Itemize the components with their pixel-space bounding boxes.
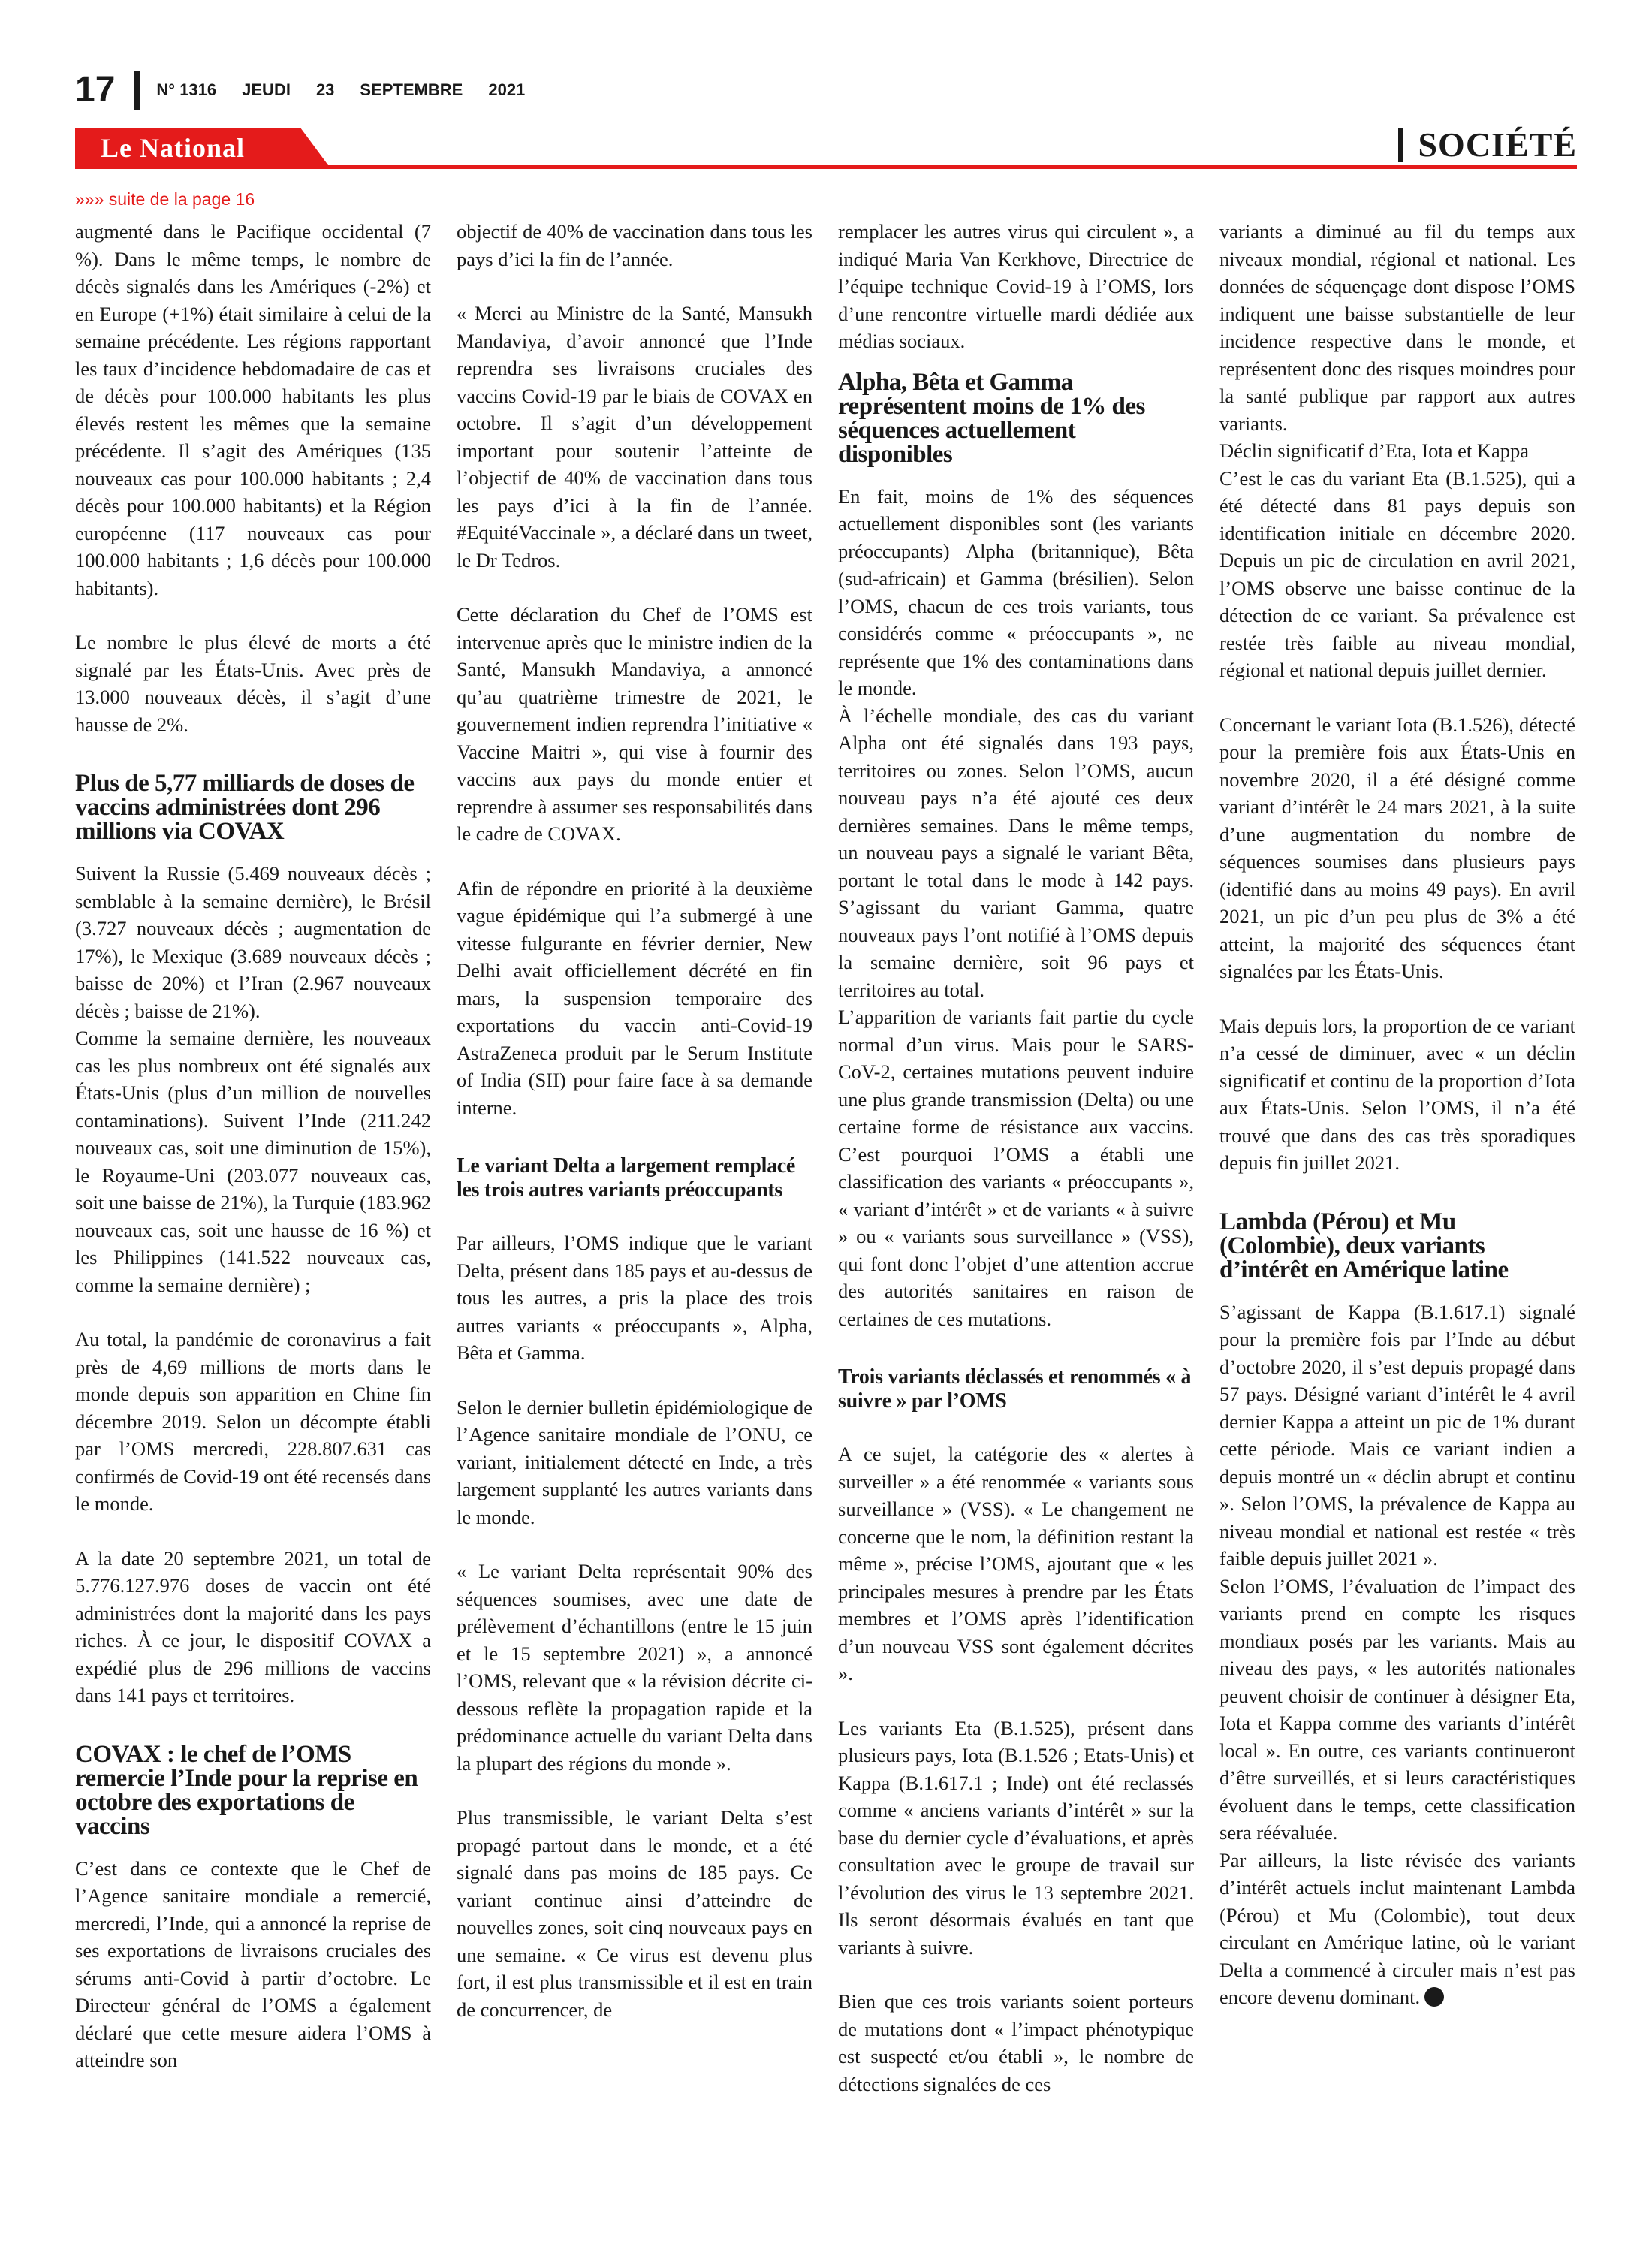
paragraph: Le nombre le plus élevé de morts a été signalé par les États-Unis. Avec près de 13.000 nouveaux décès, il s’agit d’une hausse de 2%. <box>75 631 431 736</box>
section-separator <box>1398 128 1403 162</box>
paragraph: Les variants Eta (B.1.525), présent dans plusieurs pays, Iota (B.1.526 ; Etats-Unis) et Kappa (B.1.617.1 ; Inde) ont été reclassés comme « anciens variants d’intérêt » sur la base du dernier cycle d’évaluations, et après consultation avec le groupe de travail sur l’évolution des virus le 13 septembre 2021. Ils seront désormais évalués en tant que variants à suivre. <box>838 1716 1194 1959</box>
issue-line <box>156 80 550 100</box>
section-title: SOCIÉTÉ <box>1418 125 1577 164</box>
paragraph: Selon le dernier bulletin épidémiologique de l’Agence sanitaire mondiale de l’ONU, ce variant, initialement détecté en Inde, a très largement supplanté les autres variants dans le monde. <box>457 1395 812 1528</box>
paragraph: Mais depuis lors, la proportion de ce variant n’a cessé de diminuer, avec « un déclin significatif et continu de la proportion d’Iota aux États-Unis. Selon l’OMS, il n’a été trouvé que dans des cas très sporadiques depuis fin juillet 2021. <box>1219 1014 1575 1174</box>
paragraph: Afin de répondre en priorité à la deuxième vague épidémique qui l’a submergé à une vitesse fulgurante en février dernier, New Delhi avait officiellement décrété en fin mars, la suspension temporaire des exportations du vaccin anti-Covid-19 AstraZeneca produit par le Serum Institute of India (SII) pour faire face à sa demande interne. <box>457 876 812 1119</box>
paragraph: A la date 20 septembre 2021, un total de 5.776.127.976 doses de vaccin ont été administrées dont la majorité dans les pays riches. À ce jour, le dispositif COVAX a expédié plus de 296 millions de vaccins dans 141 pays et territoires. <box>75 1546 431 1706</box>
article-subheading: Plus de 5,77 milliards de doses de vaccins administrées dont 296 millions via COVAX <box>75 770 415 845</box>
paragraph: C’est dans ce contexte que le Chef de l’Agence sanitaire mondiale a remercié, mercredi, l’Inde, qui a annoncé la reprise de ses exportations de livraisons cruciales des sérums anti-Covid à partir d’octobre. Le Directeur général de l’OMS a également déclaré que cette mesure aidera l’OMS à atteindre son <box>75 1856 431 2071</box>
paragraph: C’est le cas du variant Eta (B.1.525), qui a été détecté dans 81 pays depuis son identification initiale en décembre 2020. Depuis un pic de circulation en avril 2021, l’OMS observe une baisse continue de la détection de ce variant. Sa prévalence est restée très faible au niveau mondial, régional et national depuis juillet dernier. <box>1219 466 1575 681</box>
paragraph: Comme la semaine dernière, les nouveaux cas les plus nombreux ont été signalés aux États-Unis (plus d’un million de nouvelles contaminations). Suivent l’Inde (211.242 nouveaux cas, soit une diminution de 15%), le Royaume-Uni (203.077 nouveaux cas, soit une baisse de 21%), la Turquie (183.962 nouveaux cas, soit une hausse de 16 %) et les Philippines (141.522 nouveaux cas, comme la semaine dernière) ; <box>75 1027 431 1296</box>
issue-date-day: 23 <box>315 80 335 99</box>
article-column-1 <box>75 218 431 2230</box>
article-subheading: Trois variants déclassés et renommés « à suivre » par l’OMS <box>838 1365 1192 1413</box>
paragraph: « Le variant Delta représentait 90% des séquences soumises, avec une date de prélèvement d’échantillons (entre le 15 juin et le 15 septembre 2021) », a annoncé l’OMS, relevant que « la révision décrite ci-dessous reflète la propagation rapide et la prédominance actuelle du variant Delta dans la plupart des régions du monde ». <box>457 1560 812 1775</box>
article-subheading: Le variant Delta a largement remplacé les trois autres variants préoccupants <box>457 1154 796 1202</box>
article-subheading: Lambda (Pérou) et Mu (Colombie), deux variants d’intérêt en Amérique latine <box>1219 1208 1509 1283</box>
paragraph: objectif de 40% de vaccination dans tous les pays d’ici la fin de l’année. <box>457 220 812 270</box>
paragraph: Cette déclaration du Chef de l’OMS est intervenue après que le ministre indien de la Santé, Mansukh Mandaviya, a annoncé qu’au quatrième trimestre de 2021, le gouvernement indien reprendra l’initiative « Vaccine Maitri », qui vise à fournir des vaccins aux pays du monde entier et reprendre à assumer ses responsabilités dans le cadre de COVAX. <box>457 603 812 845</box>
paragraph: En fait, moins de 1% des séquences actuellement disponibles sont (les variants préoccupants) Alpha (britannique), Bêta (sud-africain) et Gamma (brésilien). Selon l’OMS, chacun de ces trois variants, tous considérés comme « préoccupants », ne représente que 1% des contaminations dans le monde. <box>838 484 1194 699</box>
paragraph: Bien que ces trois variants soient porteurs de mutations dont « l’impact phénotypique est suspecté et/ou établi », le nombre de détections signalées de ces <box>838 1990 1194 2095</box>
article-column-3 <box>838 218 1194 2230</box>
page-header <box>75 69 550 111</box>
paragraph: remplacer les autres virus qui circulent », a indiqué Maria Van Kerkhove, Directrice de l’équipe technique Covid-19 à l’OMS, lors d’une rencontre virtuelle mardi dédiée aux médias sociaux. <box>838 220 1194 352</box>
paragraph: Selon l’OMS, l’évaluation de l’impact des variants prend en compte les risques mondiaux posés par les variants. Mais au niveau des pays, « les autorités nationales peuvent choisir de continuer à désigner Eta, Iota et Kappa comme des variants d’intérêt local ». En outre, ces variants continueront d’être surveillés, et si leurs caractéristiques évoluent dans le temps, cette classification sera réévaluée. <box>1219 1574 1575 1844</box>
paragraph: augmenté dans le Pacifique occidental (7 %). Dans le même temps, le nombre de décès signalés dans les Amériques (-2%) et en Europe (+1%) était similaire à celui de la semaine précédente. Les régions rapportant les taux d’incidence hebdomadaire de cas et de décès pour 100.000 habitants les plus élevés restent les mêmes que la semaine précédente. Il s’agit des Amériques (135 nouveaux cas pour 100.000 habitants ; 2,4 décès pour 100.000 habitants) et la Région européenne (117 nouveaux cas pour 100.000 habitants ; 1,6 décès pour 100.000 habitants). <box>75 220 431 599</box>
issue-year: 2021 <box>488 80 526 99</box>
paragraph: S’agissant de Kappa (B.1.617.1) signalé pour la première fois par l’Inde au début d’octobre 2020, il s’est depuis propagé dans 57 pays. Désigné variant d’intérêt le 4 avril dernier Kappa a atteint un pic de 1% durant cette période. Mais ce variant indien a depuis montré un « déclin abrupt et continu ». Selon l’OMS, la prévalence de Kappa au niveau mondial et national est restée « très faible depuis juillet 2021 ». <box>1219 1300 1575 1570</box>
paragraph: Concernant le variant Iota (B.1.526), détecté pour la première fois aux États-Unis en novembre 2020, il a été désigné comme variant d’intérêt le 24 mars 2021, à la suite d’une augmentation du nombre de séquences soumises dans plusieurs pays (identifié dans au moins 49 pays). En avril 2021, un pic d’un peu plus de 3% a été atteint, la majorité des séquences étant signalées par les États-Unis. <box>1219 713 1575 982</box>
page-number: 17 <box>75 70 116 110</box>
brand-bar <box>75 125 1577 173</box>
page-number-separator <box>134 71 140 110</box>
paragraph: A ce sujet, la catégorie des « alertes à surveiller » a été renommée « variants sous surveillance » (VSS). « Le changement ne concerne que le nom, la définition restant la même », précise l’OMS, ajoutant que « les principales mesures à prendre par les États membres et l’OMS après l’identification d’un nouveau VSS sont également décrites ». <box>838 1443 1194 1684</box>
paragraph: Plus transmissible, le variant Delta s’est propagé partout dans le monde, et a été signalé dans pas moins de 185 pays. Ce variant continue ainsi d’atteindre de nouvelles zones, soit cinq nouveaux pays en une semaine. « Ce virus est devenu plus fort, il est plus transmissible et il est en train de concurrencer, de <box>457 1806 812 2021</box>
paragraph: Par ailleurs, l’OMS indique que le variant Delta, présent dans 185 pays et au-dessus de tous les autres, a pris la place des trois autres variants « préoccupants », Alpha, Bêta et Gamma. <box>457 1232 812 1364</box>
paragraph: « Merci au Ministre de la Santé, Mansukh Mandaviya, d’avoir annoncé que l’Inde reprendra ses livraisons cruciales des vaccins Covid-19 par le biais de COVAX en octobre. Il s’agit d’un développement important pour soutenir l’atteinte de l’objectif de 40% de vaccination dans tous les pays d’ici à la fin de l’année. #EquitéVaccinale », a déclaré dans un tweet, le Dr Tedros. <box>457 302 812 572</box>
paragraph: Au total, la pandémie de coronavirus a fait près de 4,69 millions de morts dans le monde depuis son apparition en Chine fin décembre 2019. Selon un décompte établi par l’OMS mercredi, 228.807.631 cas confirmés de Covid-19 ont été recensés dans le monde. <box>75 1328 431 1515</box>
paragraph: Déclin significatif d’Eta, Iota et Kappa <box>1219 439 1530 462</box>
issue-month: SEPTEMBRE <box>360 80 463 99</box>
end-of-article-icon <box>1424 1987 1444 2007</box>
issue-day: JEUDI <box>242 80 291 99</box>
newspaper-logo: Le National <box>101 133 246 163</box>
paragraph: Par ailleurs, la liste révisée des variants d’intérêt actuels inclut maintenant Lambda (Pérou) et Mu (Colombie), tout deux circulant en Amérique latine, où le variant Delta a commencé à circuler mais n’est pas encore devenu dominant. <box>1219 1848 1575 2008</box>
paragraph: Suivent la Russie (5.469 nouveaux décès ; semblable à la semaine dernière), le Brésil (3.727 nouveaux décès ; augmentation de 17%), le Mexique (3.689 nouveaux décès ; baisse de 20%) et l’Iran (2.967 nouveaux décès ; baisse de 21%). <box>75 862 431 1022</box>
paragraph: variants a diminué au fil du temps aux niveaux mondial, régional et national. Les données de séquençage dont dispose l’OMS indiquent une baisse substantielle de leur incidence respective dans le monde, et représentent donc des risques moindres pour la santé publique par rapport aux autres variants. <box>1219 220 1575 435</box>
article-column-2 <box>457 218 812 2230</box>
paragraph: L’apparition de variants fait partie du cycle normal d’un virus. Mais pour le SARS-CoV-2, certaines mutations peuvent induire une plus grande transmission (Delta) ou une certaine forme de résistance aux vaccins. C’est pourquoi l’OMS a établi une classification des variants « préoccupants », « variant d’intérêt » et de variants « à suivre » ou « variants sous surveillance » (VSS), qui font donc l’objet d’une attention accrue des autorités sanitaires en raison de certaines de ces mutations. <box>838 1006 1194 1330</box>
article-column-4 <box>1219 218 1575 2230</box>
continued-from-label: »»» suite de la page 16 <box>75 189 255 209</box>
article-subheading: Alpha, Bêta et Gamma représentent moins de 1% des séquences actuellement disponibles <box>838 368 1145 468</box>
issue-number: N° 1316 <box>156 80 217 99</box>
article-subheading: COVAX : le chef de l’OMS remercie l’Inde pour la reprise en octobre des exportations de vaccins <box>75 1740 418 1840</box>
paragraph: À l’échelle mondiale, des cas du variant Alpha ont été signalés dans 193 pays, territoires ou zones. Selon l’OMS, aucun nouveau pays n’a été ajouté ces deux dernières semaines. Dans le même temps, un nouveau pays a signalé le variant Bêta, portant le total dans le mode à 142 pays. S’agissant du variant Gamma, quatre nouveaux pays l’ont notifié à l’OMS depuis la semaine dernière, soit 96 pays et territoires au total. <box>838 704 1194 1001</box>
